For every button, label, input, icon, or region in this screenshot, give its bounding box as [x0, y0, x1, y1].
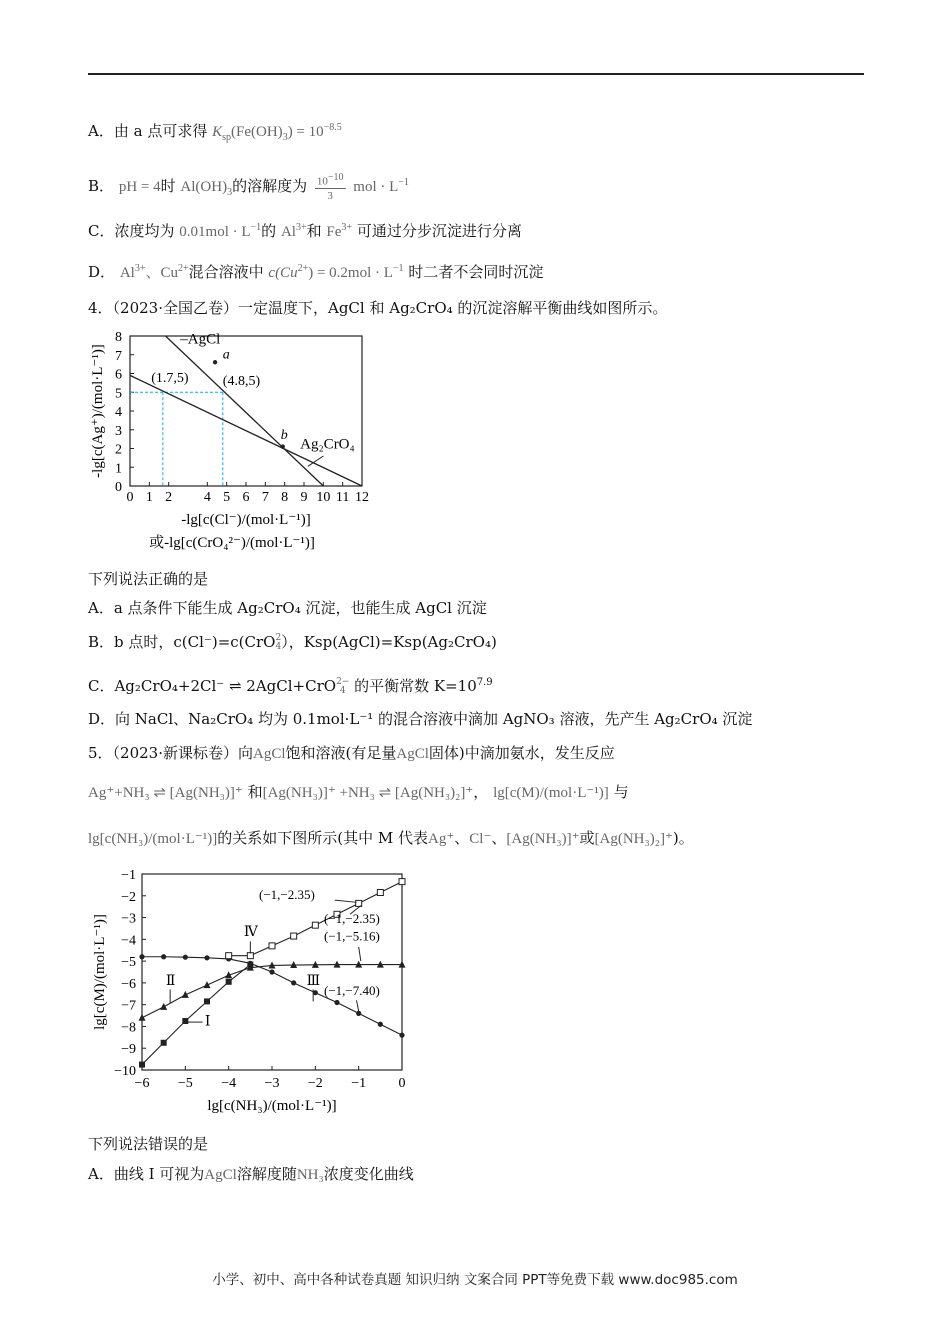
y-tick-label: −3 [121, 911, 136, 927]
y-tick-label: −10 [114, 1064, 136, 1079]
y-tick-label: −2 [121, 889, 136, 905]
x-tick-label: 7 [261, 490, 269, 505]
x-tick-label: 8 [281, 490, 289, 505]
curve-label-III: Ⅲ [306, 974, 321, 990]
curve-label-IV: Ⅳ [243, 925, 258, 941]
marker-III [399, 1033, 404, 1038]
point-b [281, 444, 285, 448]
marker-IV [247, 953, 253, 959]
y-tick-label: 7 [115, 348, 122, 364]
marker-III [334, 1000, 339, 1005]
marker-III [139, 954, 144, 959]
y-tick-label: 5 [115, 386, 122, 402]
y-tick-label: 8 [115, 330, 122, 345]
q3-option-a: A．由 a 点可求得 $K_{sp}(Fe(OH)_3) = 10^{-8.5}$ [88, 122, 342, 143]
q4-option-b: B．b 点时，c(Cl⁻)=c(CrO2 4），Ksp(AgCl)=Ksp(Ag₂CrO₄) [88, 633, 497, 652]
x-axis-label: lg[c(NH₃)/(mol·L⁻¹)] [207, 1098, 337, 1114]
marker-III [183, 955, 188, 960]
x-tick-label: 5 [223, 490, 231, 505]
marker-II [139, 1014, 146, 1021]
marker-III [378, 1022, 383, 1027]
x-tick-label: −1 [351, 1076, 367, 1091]
chart-ammonia-complex [88, 862, 428, 1124]
y-tick-label: 2 [115, 442, 122, 458]
y-tick-label: −6 [121, 976, 136, 992]
x-tick-label: 10 [316, 490, 331, 505]
y-axis-label: -lg[c(Ag⁺)/(mol·L⁻¹)] [90, 344, 106, 478]
marker-II [204, 981, 211, 988]
y-tick-label: 1 [115, 461, 122, 477]
q3-option-d: D． $Al^{3+}$、$Cu^{2+}$混合溶液中 $c(Cu^{2+}) = 0.2mol \cdot L^{-1}$ 时二者不会同时沉淀 [88, 263, 544, 281]
marker-I [226, 979, 232, 985]
x-tick-label: −3 [264, 1076, 280, 1091]
q5-option-a: A．曲线 I 可视为AgCl溶解度随NH₃浓度变化曲线 [88, 1165, 414, 1183]
q4-option-c: C．Ag₂CrO₄+2Cl⁻ ⇌ 2AgCl+CrO2− 4 的平衡常数 $K=10^{7.9}$ [88, 677, 493, 696]
y-tick-label: −5 [121, 955, 136, 971]
annotation: (1.7,5) [151, 370, 189, 386]
marker-IV [291, 933, 297, 939]
x-axis-label: -lg[c(Cl⁻)/(mol·L⁻¹)] [181, 512, 311, 528]
curve-label-I: Ⅰ [204, 1014, 211, 1030]
point-a [213, 360, 217, 364]
q3-option-c: C．浓度均为 $0.01mol \cdot L^{-1}$的 $Al^{3+}$和 $Fe^{3+}$ 可通过分步沉淀进行分离 [88, 222, 522, 240]
y-tick-label: 4 [115, 405, 122, 420]
marker-I [182, 1018, 188, 1024]
marker-III [161, 954, 166, 959]
x-tick-label: 0 [126, 490, 134, 505]
marker-IV [377, 890, 383, 896]
series-label: –AgCl [180, 331, 221, 348]
marker-III [269, 969, 274, 974]
y-axis-label: lg[c(M)/(mol·L⁻¹)] [92, 914, 108, 1030]
plot-frame [130, 336, 362, 486]
x-tick-label: 11 [335, 490, 350, 505]
marker-I [204, 998, 210, 1004]
marker-IV [226, 953, 232, 959]
marker-IV [312, 922, 318, 928]
marker-II [182, 991, 189, 998]
x-tick-label: 1 [145, 490, 153, 505]
series-line-I [142, 965, 250, 1065]
x-tick-label: −5 [177, 1076, 193, 1091]
marker-III [248, 961, 253, 966]
marker-I [161, 1040, 167, 1046]
marker-III [291, 980, 296, 985]
chart-precipitation-curves [88, 326, 388, 558]
x-tick-label: −6 [134, 1076, 150, 1091]
x-tick-label: −2 [307, 1076, 323, 1091]
x-tick-label: 6 [242, 490, 250, 505]
footer-text: 小学、初中、高中各种试卷真题 知识归纳 文案合同 PPT等免费下载 www.doc985.com [212, 1272, 738, 1288]
q4-option-a: A．a 点条件下能生成 Ag₂CrO₄ 沉淀，也能生成 AgCl 沉淀 [88, 599, 487, 617]
y-tick-label: 0 [115, 480, 122, 495]
marker-III [204, 955, 209, 960]
x-tick-label: −4 [221, 1076, 237, 1091]
y-tick-label: −4 [121, 933, 136, 949]
q5-prompt: 下列说法错误的是 [88, 1135, 209, 1153]
x-tick-label: 2 [165, 490, 173, 505]
marker-IV [399, 879, 405, 885]
annotation-arrow [335, 900, 357, 902]
marker-I [139, 1062, 145, 1068]
q4-prompt: 下列说法正确的是 [88, 570, 209, 588]
annotation-arrow [357, 1000, 359, 1011]
annotation: (−1,−7.40) [324, 982, 380, 998]
series-line-Ag₂CrO₄ [130, 375, 362, 486]
y-tick-label: −1 [121, 868, 136, 883]
q5-stem: 5．（2023·新课标卷）向AgCl饱和溶液(有足量AgCl固体)中滴加氨水，发生反应 [88, 744, 615, 762]
q4-stem: 4．（2023·全国乙卷）一定温度下，AgCl 和 Ag₂CrO₄ 的沉淀溶解平衡曲线如图所示。 [88, 299, 668, 317]
marker-IV [269, 943, 275, 949]
y-tick-label: −7 [121, 998, 136, 1014]
annotation-arrow [359, 947, 361, 961]
q5-reactions: Ag⁺+NH₃ ⇌ [Ag(NH₃)]⁺ 和[Ag(NH₃)]⁺ +NH₃ ⇌ [Ag(NH₃)₂]⁺， lg[c(M)/(mol·L⁻¹)] 与 [88, 783, 629, 801]
x-tick-label: 0 [398, 1076, 406, 1091]
marker-II [160, 1003, 167, 1010]
header-rule [88, 73, 864, 75]
annotation: (−1,−2.35) [324, 911, 380, 926]
annotation: (−1,−5.16) [324, 928, 380, 944]
annotation: a [222, 347, 230, 363]
marker-III [356, 1011, 361, 1016]
y-tick-label: −9 [121, 1042, 136, 1058]
series-label: Ag₂CrO₄ [300, 436, 355, 453]
annotation: (−1,−2.35) [259, 887, 315, 903]
x-tick-label: 12 [355, 490, 369, 505]
annotation: b [280, 428, 288, 444]
y-tick-label: −8 [121, 1020, 136, 1036]
y-tick-label: 3 [115, 423, 122, 439]
series-line-AgCl [166, 336, 324, 486]
x-axis-label: 或-lg[c(CrO₄²⁻)/(mol·L⁻¹)] [149, 535, 315, 551]
q3-option-b: B． pH = 4时 $Al(OH)_3$的溶解度为 $\frac{10^{-10}}{3}$ mol · $L^{-1}$ [88, 171, 409, 203]
x-tick-label: 9 [300, 490, 308, 505]
annotation: (4.8,5) [222, 373, 261, 389]
curve-label-II: Ⅱ [165, 974, 176, 990]
x-tick-label: 4 [203, 490, 211, 505]
q4-option-d: D．向 NaCl、Na₂CrO₄ 均为 0.1mol·L⁻¹ 的混合溶液中滴加 AgNO₃ 溶液，先产生 Ag₂CrO₄ 沉淀 [88, 710, 753, 728]
y-tick-label: 6 [115, 367, 122, 383]
q5-relation: lg[c(NH₃)/(mol·L⁻¹)]的关系如下图所示(其中 M 代表Ag⁺、Cl⁻、[Ag(NH₃)]⁺或[Ag(NH₃)₂]⁺)。 [88, 829, 694, 847]
fraction: $\frac{10^{-10}}{3}$ [316, 171, 344, 203]
